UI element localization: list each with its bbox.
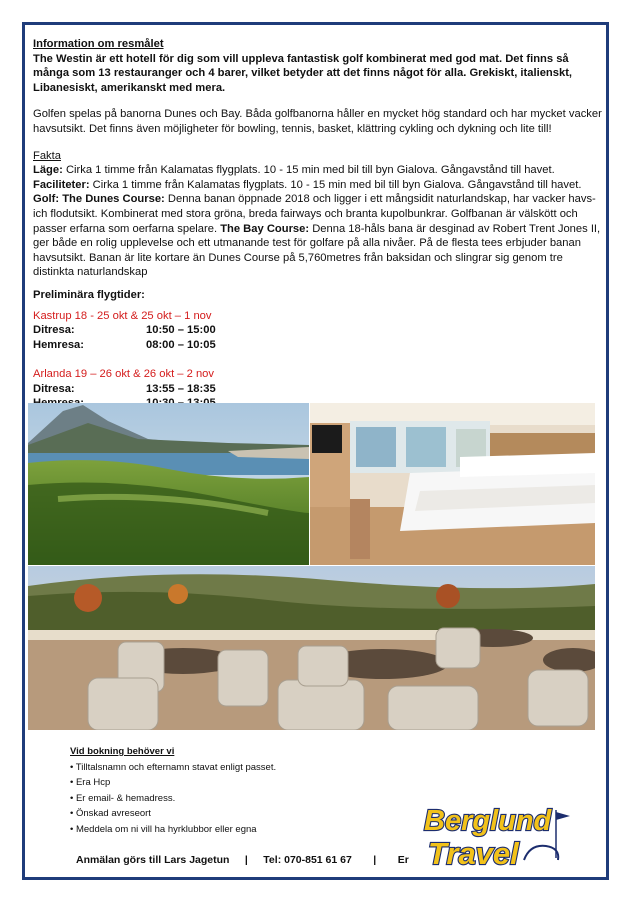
kastrup-return: Hemresa: 08:00 – 10:05	[33, 338, 216, 351]
svg-text:Travel: Travel	[428, 836, 519, 871]
booking-heading: Vid bokning behöver vi	[70, 746, 175, 757]
berglund-travel-logo	[420, 800, 580, 874]
booking-list	[70, 760, 276, 838]
info-heading: Information om resmålet	[33, 38, 164, 50]
fact-facilities	[33, 178, 603, 193]
golf-course-photo	[28, 403, 309, 565]
fact-golf-text: Denna banan öppnade 2018 och ligger i ett mångsidit naturlandskap, har vacker havs- ich flodutsikt. Kombinerat med stora gröna, breda fairways och branta kupolbunkrar. Golfbanan är välskött och passer erfarna som oerfarna spelare.	[33, 193, 596, 235]
fact-facilities-text: Cirka 1 timme från Kalamatas flygplats. 10 - 15 min med bil till byn Gialova. Gångavstånd till havet.	[89, 178, 582, 191]
list-item: • Meddela om ni vill ha hyrklubbor eller egna	[70, 822, 276, 838]
golf-intro-text: Golfen spelas på banorna Dunes och Bay. Båda golfbanorna håller en mycket hög standard och har mycket vacker havsutsikt. Det finns även möjligheter för bowling, tennis, basket, klättring cykling och dykning och lite till!	[33, 108, 602, 135]
flights-heading: Preliminära flygtider:	[33, 288, 145, 301]
main-content	[33, 37, 603, 411]
fact-bay-text: Denna 18-håls bana är desginad av Robert Trent Jones II, ger både en rolig upplevelse och ett utmanande test för golfare på alla nivåer. På de flesta tees erbjuder banan havsutsikt. Banan är lite kortare än Dunes Course på 5,760metres från baksidan och slingrar sig genom tre distinkta naturlandskap	[33, 222, 601, 279]
fact-facilities-label: Faciliteter:	[33, 178, 90, 191]
facts-heading: Fakta	[33, 149, 61, 162]
fact-golf-label: Golf: The Dunes Course:	[33, 193, 165, 206]
booking-section	[70, 744, 276, 837]
fact-lage-text: Cirka 1 timme från Kalamatas flygplats. 10 - 15 min med bil till byn Gialova. Gångavstånd till havet.	[62, 164, 555, 177]
list-item: • Er email- & hemadress.	[70, 791, 276, 807]
list-item: • Önskad avreseort	[70, 806, 276, 822]
arlanda-title: Arlanda 19 – 26 okt & 26 okt – 2 nov	[33, 368, 214, 381]
fact-golf	[33, 192, 603, 280]
intro-text: The Westin är ett hotell för dig som vill uppleva fantastisk golf kombinerat med god mat. Det finns så många som 13 restauranger och 4 barer, vilket betyder att det finns något för alla. Grekiskt, italienskt, Libanesiskt, amerikanskt med mera.	[33, 52, 573, 94]
contact-text: Anmälan görs till Lars Jagetun	[76, 854, 230, 866]
phone-text: Tel: 070-851 61 67	[263, 854, 352, 866]
fact-lage-label: Läge:	[33, 164, 63, 177]
footer-separator: |	[244, 854, 248, 866]
kastrup-title: Kastrup 18 - 25 okt & 25 okt – 1 nov	[33, 309, 212, 322]
restaurant-terrace-photo	[28, 566, 595, 730]
kastrup-outbound: Ditresa: 10:50 – 15:00	[33, 324, 216, 337]
fact-lage	[33, 163, 603, 178]
svg-text:Berglund: Berglund	[424, 805, 552, 837]
footer-separator: |	[373, 854, 377, 866]
fact-bay-label: The Bay Course:	[220, 222, 310, 235]
arlanda-outbound: Ditresa: 13:55 – 18:35	[33, 382, 216, 395]
list-item: • Era Hcp	[70, 775, 276, 791]
list-item: • Tilltalsnamn och efternamn stavat enligt passet.	[70, 760, 276, 776]
contact-footer	[76, 854, 409, 866]
hotel-room-photo	[310, 403, 595, 565]
footer-tail: Er	[397, 854, 409, 866]
